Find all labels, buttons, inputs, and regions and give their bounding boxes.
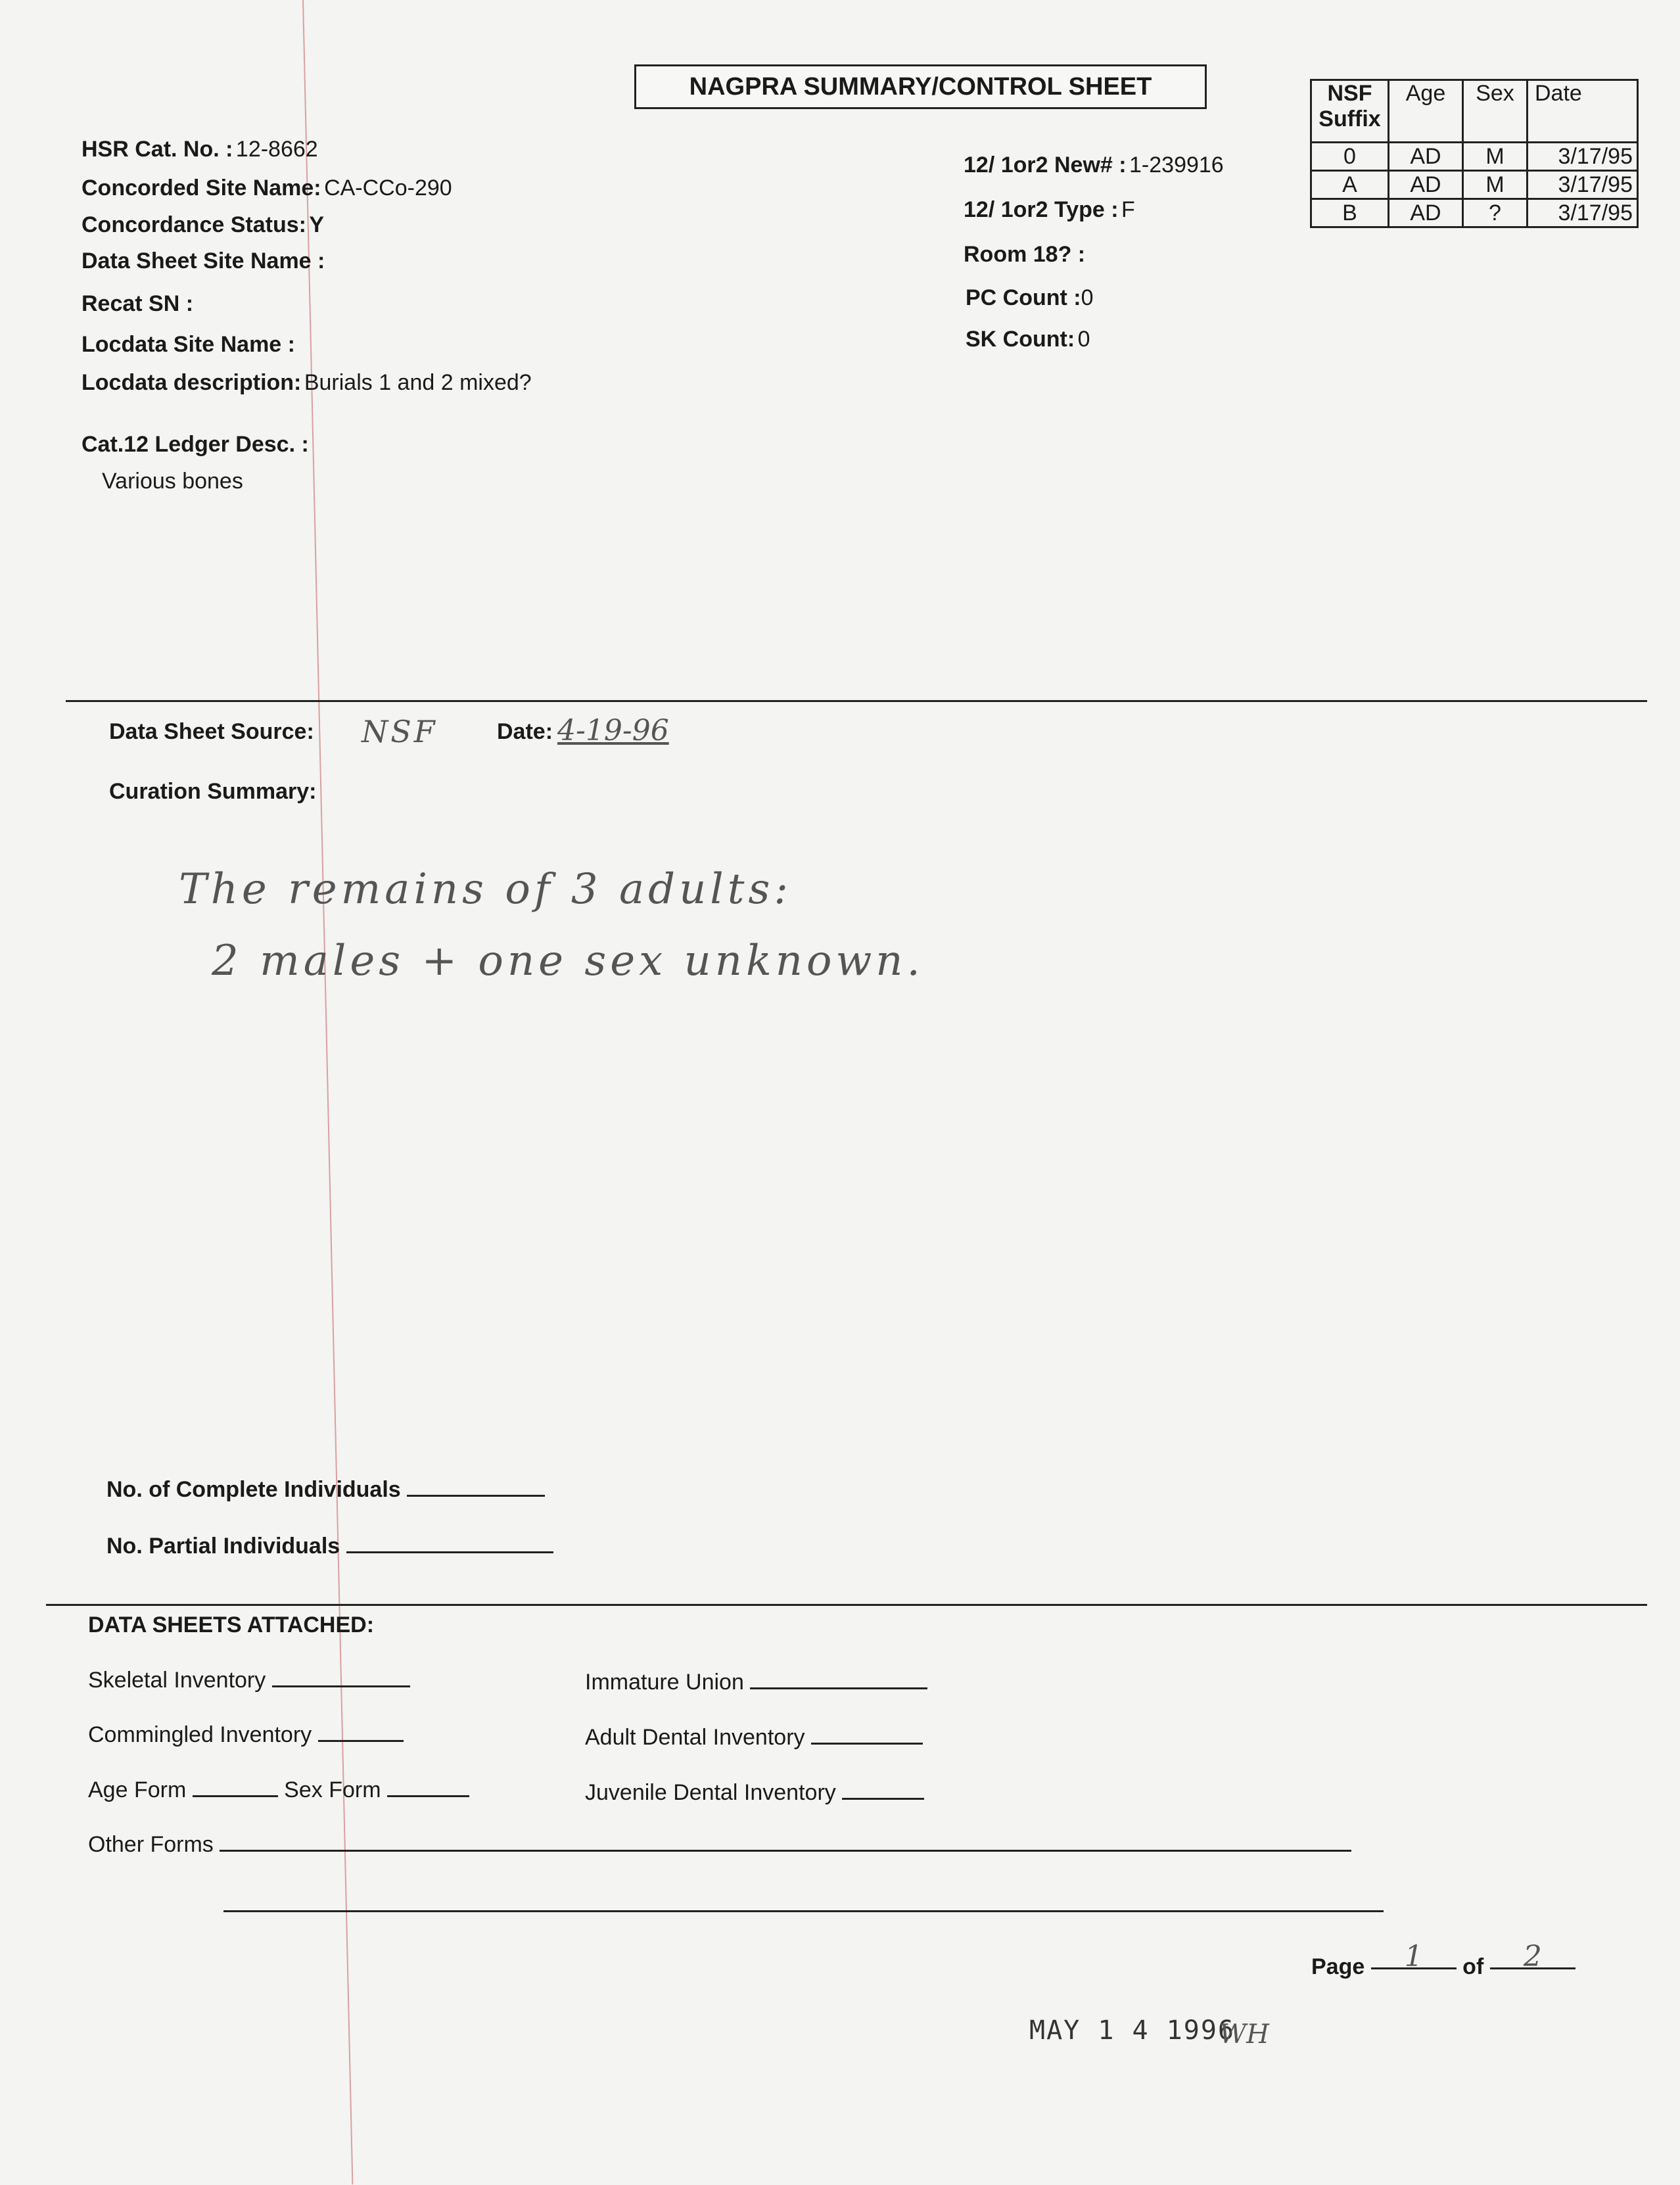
juvenile-dental-blank	[842, 1778, 924, 1800]
juvenile-dental-field	[585, 1778, 924, 1806]
curation-note-line2: 2 males + one sex unknown.	[212, 937, 924, 985]
immature-union-label: Immature Union	[585, 1670, 744, 1695]
partial-individuals-field	[106, 1532, 553, 1559]
sex-form-blank	[387, 1775, 469, 1797]
table-cell: 3/17/95	[1528, 143, 1638, 171]
initials: WH	[1219, 2019, 1269, 2050]
nsf-table	[1310, 79, 1639, 228]
other-forms-second-blank	[223, 1910, 1384, 1912]
page-number-blank	[1371, 1940, 1457, 1973]
table-row	[1311, 199, 1638, 227]
ledger-desc-label: Cat.12 Ledger Desc. :	[82, 432, 309, 457]
table-cell: 3/17/95	[1528, 199, 1638, 227]
concordance-status-label: Concordance Status:	[82, 212, 306, 237]
skeletal-inventory-blank	[272, 1666, 410, 1687]
page-number: 1	[1404, 1940, 1423, 1973]
concorded-site-field	[82, 176, 452, 201]
commingled-inventory-label: Commingled Inventory	[88, 1722, 312, 1747]
commingled-inventory-field	[88, 1720, 404, 1748]
juvenile-dental-label: Juvenile Dental Inventory	[585, 1780, 836, 1805]
complete-individuals-label: No. of Complete Individuals	[106, 1477, 401, 1502]
date-received-stamp: MAY 1 4 1996	[1029, 2015, 1235, 2046]
other-forms-field	[88, 1830, 1351, 1858]
curation-summary-label: Curation Summary:	[109, 779, 317, 804]
table-cell: AD	[1389, 143, 1463, 171]
immature-union-blank	[750, 1668, 927, 1689]
page-total-blank	[1490, 1940, 1575, 1973]
age-form-label: Age Form	[88, 1777, 187, 1802]
complete-individuals-field	[106, 1475, 545, 1503]
sk-count-value: 0	[1077, 327, 1090, 352]
other-forms-label: Other Forms	[88, 1832, 214, 1857]
partial-individuals-blank	[346, 1532, 553, 1553]
skeletal-inventory-label: Skeletal Inventory	[88, 1668, 266, 1693]
locdata-site-label: Locdata Site Name :	[82, 332, 295, 357]
source-label: Data Sheet Source:	[109, 719, 314, 744]
hsr-cat-label: HSR Cat. No. :	[82, 137, 233, 162]
locdata-description-value: Burials 1 and 2 mixed?	[304, 370, 532, 395]
table-cell: 0	[1311, 143, 1389, 171]
hsr-cat-value: 12-8662	[235, 137, 318, 162]
table-cell: M	[1463, 171, 1528, 199]
sheet-title: NAGPRA SUMMARY/CONTROL SHEET	[634, 64, 1207, 109]
data-sheets-attached-heading: DATA SHEETS ATTACHED:	[88, 1612, 375, 1637]
new-number-label: 12/ 1or2 New# :	[964, 153, 1127, 177]
curation-note-line1: The remains of 3 adults:	[179, 865, 792, 914]
age-sex-form-field	[88, 1775, 469, 1803]
concordance-status-field	[82, 212, 324, 238]
nsf-table-header-row	[1311, 80, 1638, 143]
concorded-site-label: Concorded Site Name:	[82, 176, 321, 200]
adult-dental-label: Adult Dental Inventory	[585, 1725, 805, 1750]
table-cell: B	[1311, 199, 1389, 227]
sex-header: Sex	[1463, 80, 1528, 143]
type-label: 12/ 1or2 Type :	[964, 197, 1119, 222]
commingled-inventory-blank	[318, 1720, 404, 1742]
date-value: 4-19-96	[557, 714, 669, 747]
table-cell: AD	[1389, 171, 1463, 199]
nsf-suffix-header	[1311, 80, 1389, 143]
hsr-cat-field	[82, 137, 318, 162]
type-value: F	[1121, 197, 1135, 222]
sk-count-label: SK Count:	[966, 327, 1075, 352]
type-field	[964, 197, 1135, 223]
table-cell: A	[1311, 171, 1389, 199]
new-number-value: 1-239916	[1129, 153, 1224, 177]
skeletal-inventory-field	[88, 1666, 410, 1693]
table-row	[1311, 171, 1638, 199]
table-cell: 3/17/95	[1528, 171, 1638, 199]
source-value: NSF	[362, 714, 438, 749]
other-forms-blank	[220, 1830, 1351, 1852]
table-cell: AD	[1389, 199, 1463, 227]
adult-dental-field	[585, 1723, 923, 1750]
concordance-status-value: Y	[309, 212, 325, 237]
table-cell: M	[1463, 143, 1528, 171]
new-number-field	[964, 153, 1224, 178]
complete-individuals-blank	[407, 1475, 545, 1497]
sex-form-label: Sex Form	[284, 1777, 381, 1802]
pc-count-label: PC Count :	[966, 285, 1081, 310]
pc-count-value: 0	[1081, 285, 1094, 310]
page-label: Page	[1311, 1954, 1365, 1979]
datasheet-site-label: Data Sheet Site Name :	[82, 248, 325, 273]
age-header: Age	[1389, 80, 1463, 143]
table-row	[1311, 143, 1638, 171]
ledger-desc-value: Various bones	[102, 469, 243, 494]
sk-count-field	[966, 327, 1090, 352]
nsf-suffix-header-text: NSF Suffix	[1318, 81, 1381, 131]
pc-count-field	[966, 285, 1094, 311]
page-field	[1311, 1940, 1575, 1980]
date-label: Date:	[497, 719, 553, 744]
page-total: 2	[1523, 1940, 1542, 1973]
room18-label: Room 18? :	[964, 242, 1086, 267]
age-form-blank	[193, 1775, 278, 1797]
locdata-description-label: Locdata description:	[82, 370, 302, 395]
partial-individuals-label: No. Partial Individuals	[106, 1534, 340, 1559]
concorded-site-value: CA-CCo-290	[324, 176, 452, 200]
section-divider	[46, 1604, 1647, 1606]
adult-dental-blank	[811, 1723, 923, 1745]
recat-sn-label: Recat SN :	[82, 291, 194, 316]
immature-union-field	[585, 1668, 927, 1695]
table-cell: ?	[1463, 199, 1528, 227]
date-header: Date	[1528, 80, 1638, 143]
section-divider	[66, 700, 1647, 702]
of-label: of	[1462, 1954, 1484, 1979]
locdata-description-field	[82, 370, 532, 396]
